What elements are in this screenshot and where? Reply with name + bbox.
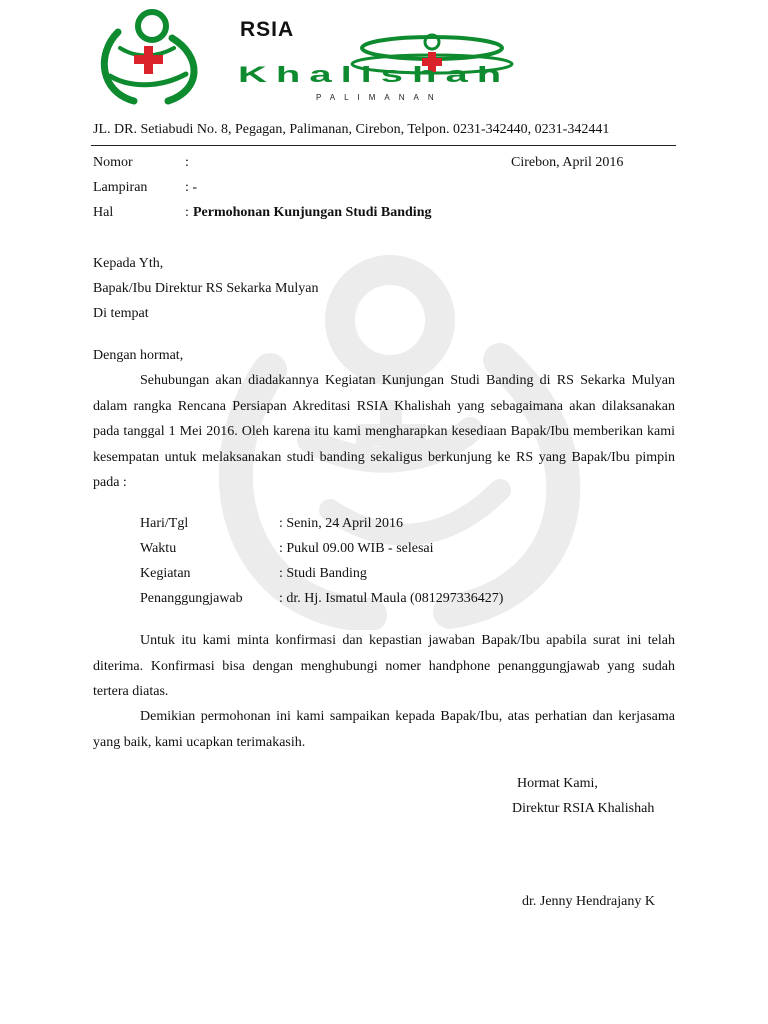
brand-short-name: RSIA	[240, 18, 295, 41]
place-date: Cirebon, April 2016	[511, 155, 624, 170]
paragraph-1: Sehubungan akan diadakannya Kegiatan Kunjungan Studi Banding di RS Sekarka Mulyan dalam rangka Rencana Persiapan Akreditasi RSIA Khalishah yang sebagaimana akan dilaksanakan pada tanggal 1 Mei 2016. Oleh karena itu kami mengharapkan kesediaan Bapak/Ibu memberikan kami kesempatan untuk melaksanakan studi banding sekaligus berkunjung ke RS yang Bapak/Ibu pimpin pada :	[93, 373, 675, 490]
hal-value: Permohonan Kunjungan Studi Banding	[193, 205, 432, 220]
closing-salutation: Hormat Kami,	[517, 776, 598, 791]
detail-label: Penanggungjawab	[140, 591, 243, 606]
detail-value: : Pukul 09.00 WIB - selesai	[279, 541, 434, 556]
detail-value: : Senin, 24 April 2016	[279, 516, 404, 531]
lampiran-value: : -	[185, 180, 198, 195]
greeting: Dengan hormat,	[93, 348, 184, 363]
signer-name: dr. Jenny Hendrajany K	[522, 894, 655, 909]
closing-position: Direktur RSIA Khalishah	[512, 801, 655, 816]
recipient-line-2: Bapak/Ibu Direktur RS Sekarka Mulyan	[93, 281, 319, 296]
detail-value: : Studi Banding	[279, 566, 367, 581]
recipient-line-1: Kepada Yth,	[93, 256, 164, 271]
detail-value: : dr. Hj. Ismatul Maula (081297336427)	[279, 591, 504, 606]
brand-location: PALIMANAN	[316, 93, 443, 102]
detail-label: Waktu	[140, 541, 177, 556]
recipient-line-3: Di tempat	[93, 306, 149, 321]
hospital-logo-icon	[90, 4, 208, 106]
brand-name: Khalishah	[238, 62, 511, 88]
paragraph-3: Demikian permohonan ini kami sampaikan kepada Bapak/Ibu, atas perhatian dan kerjasama yang baik, kami ucapkan terimakasih.	[93, 709, 675, 750]
letterhead-divider	[91, 145, 676, 146]
nomor-value: :	[185, 155, 189, 170]
hal-label: Hal	[93, 205, 114, 220]
detail-label: Hari/Tgl	[140, 516, 189, 531]
nomor-label: Nomor	[93, 155, 133, 170]
detail-label: Kegiatan	[140, 566, 191, 581]
lampiran-label: Lampiran	[93, 180, 148, 195]
hal-colon: :	[185, 205, 189, 220]
brand-wordmark-icon	[232, 14, 662, 104]
letterhead-address: JL. DR. Setiabudi No. 8, Pegagan, Palimanan, Cirebon, Telpon. 0231-342440, 0231-342441	[93, 122, 610, 137]
paragraph-2: Untuk itu kami minta konfirmasi dan kepastian jawaban Bapak/Ibu apabila surat ini telah diterima. Konfirmasi bisa dengan menghubungi nomer handphone penanggungjawab yang sudah tertera diatas.	[93, 633, 675, 699]
